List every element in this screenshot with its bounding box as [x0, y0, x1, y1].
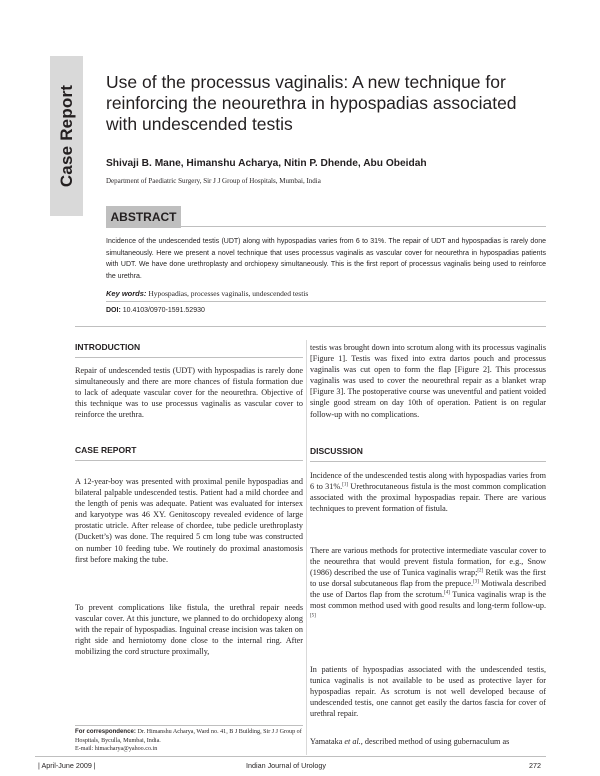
case-report-paragraph-3: testis was brought down into scrotum along with its processus vaginalis [Figure 1]. Testis was fixed into extra dartos pouch and processus vaginalis was cut open to form the flap [Figure 2]. This processus vaginalis was used to cover the neourethral repair as a blanket wrap [Figure 3]. The postoperative course was uneventful and patient voided single good stream on day 10th of operation. Patient is on regular follow-up with no complications. [310, 343, 546, 419]
abstract-text: Incidence of the undescended testis (UDT) along with hypospadias varies from 6 to 31%. The repair of UDT and hypospadias is rarely done simultaneously. Here we present a novel technique that uses processus vaginalis as vascular cover for neourethra in hypospadias patients with UDT. We have done urethroplasty and orchiopexy simultaneously. This is the first report of processus vaginalis being used to reinforce the urethra. [106, 238, 546, 280]
correspondence-email: E-mail: himacharya@yahoo.co.in [75, 746, 158, 753]
discussion-p2-c: Motiwala described the use of Dartos flap from the scrotum. [310, 579, 546, 600]
keywords-label: Key words: [106, 289, 147, 298]
discussion-p4-a: Yamataka [310, 737, 345, 746]
discussion-p4-em: et al. [344, 737, 361, 746]
discussion-paragraph-3: In patients of hypospadias associated with the undescended testis, tunica vaginalis is not available to be used as protective layer for hypospadias repair. As scrotum is not well developed because of undescended testis, one cannot get easily the dartos fascia for cover of urethral repair. [310, 665, 546, 719]
discussion-paragraph-1 [310, 470, 546, 514]
article-title: Use of the processus vaginalis: A new technique for reinforcing the neourethra in hypospadias associated with undescended testis [106, 72, 517, 134]
footer-page-number: 272 [529, 761, 541, 770]
citation-5: [5] [310, 612, 316, 618]
footer-journal: Indian Journal of Urology [246, 761, 326, 770]
correspondence-label: For correspondence: [75, 728, 136, 735]
authors: Shivaji B. Mane, Himanshu Acharya, Nitin P. Dhende, Abu Obeidah [106, 158, 427, 169]
case-report-rule [75, 460, 303, 461]
doi-label: DOI: [106, 307, 121, 314]
column-divider [306, 340, 307, 755]
discussion-heading: DISCUSSION [310, 446, 363, 456]
case-report-label: Case Report [56, 84, 76, 188]
introduction-rule [75, 357, 303, 358]
doi [106, 307, 205, 314]
abstract-heading: ABSTRACT [106, 206, 181, 228]
header-rule [75, 326, 546, 327]
discussion-p2-a: There are various methods for protective intermediate vascular cover to the neourethra that would prevent fistula formation, for e.g., Snow (1986) described the use of Tunica vaginalis wrap; [310, 546, 546, 578]
case-report-heading: CASE REPORT [75, 445, 137, 455]
discussion-p2-d: Tunica vaginalis wrap is the most common method used with good results and long-term follow-up. [310, 590, 547, 611]
citation-1: [1] [342, 482, 349, 488]
keywords-text: Hypospadias, processes vaginalis, undescended testis [148, 289, 309, 298]
discussion-p1-rest: Urethrocutaneous fistula is the most common complication associated with the proximal hypospadias repair. There are various techniques to prevent formation of fistula. [310, 482, 546, 514]
footer-issue: | April-June 2009 | [38, 761, 96, 770]
keywords-rule [106, 301, 546, 302]
introduction-text: Repair of undescended testis (UDT) with hypospadias is rarely done simultaneously and there are more chances of fistula formation due to lack of adequate vascular cover for the neourethra. Objective of this technique was to use processus vaginalis as vascular cover to reinforce the urethra. [75, 366, 303, 420]
footer-rule [35, 756, 546, 757]
citation-4: [4] [444, 590, 450, 596]
discussion-p4-b: , described method of using gubernaculum as [360, 737, 510, 746]
doi-value: 10.4103/0970-1591.52930 [122, 307, 205, 314]
discussion-p2-b: Retik was the first to use dorsal subcutaneous flap from the prepuce. [310, 568, 546, 589]
discussion-rule [310, 461, 546, 462]
correspondence [75, 728, 303, 754]
case-report-tab [50, 56, 83, 216]
citation-3: [3] [473, 579, 479, 585]
case-report-paragraph-2: To prevent complications like fistula, the urethral repair needs vascular cover. At this juncture, we planned to do orchidopexy along with the repair of hypospadias. Inguinal crease incision was taken on right side and herniotomy done close to the internal ring. After mobilizing the cord structure proximally, [75, 603, 303, 657]
affiliation: Department of Paediatric Surgery, Sir J J Group of Hospitals, Mumbai, India [106, 177, 321, 185]
keywords [106, 289, 546, 299]
citation-2: [2] [477, 568, 484, 574]
introduction-heading: INTRODUCTION [75, 342, 141, 352]
case-report-paragraph-1: A 12-year-boy was presented with proximal penile hypospadias and bilateral palpable undescended testis. Patient had a mild chordee and the length of penis was adequate. Patient was evaluated for intersex and karyotype was 46 XY. Genitoscopy revealed evidence of large prostatic utricle. After release of chordee, tube pedicle urethroplasty (Duckett’s) was done. The required 5 cm long tube was constructed on number 10 feeding tube. We routinely do proximal anastomosis first before making the tube. [75, 477, 303, 564]
correspondence-rule [75, 725, 303, 726]
discussion-paragraph-4 [310, 736, 546, 747]
discussion-paragraph-2 [310, 545, 546, 623]
correspondence-text: Dr. Himanshu Acharya, Ward no. 41, B J Building, Sir J J Group of Hospitals, Byculla, Mumbai, India. [75, 729, 302, 744]
abstract-rule [181, 226, 546, 227]
discussion-p1-text: Incidence of the undescended testis along with hypospadias varies from 6 to 31%. [310, 471, 546, 492]
